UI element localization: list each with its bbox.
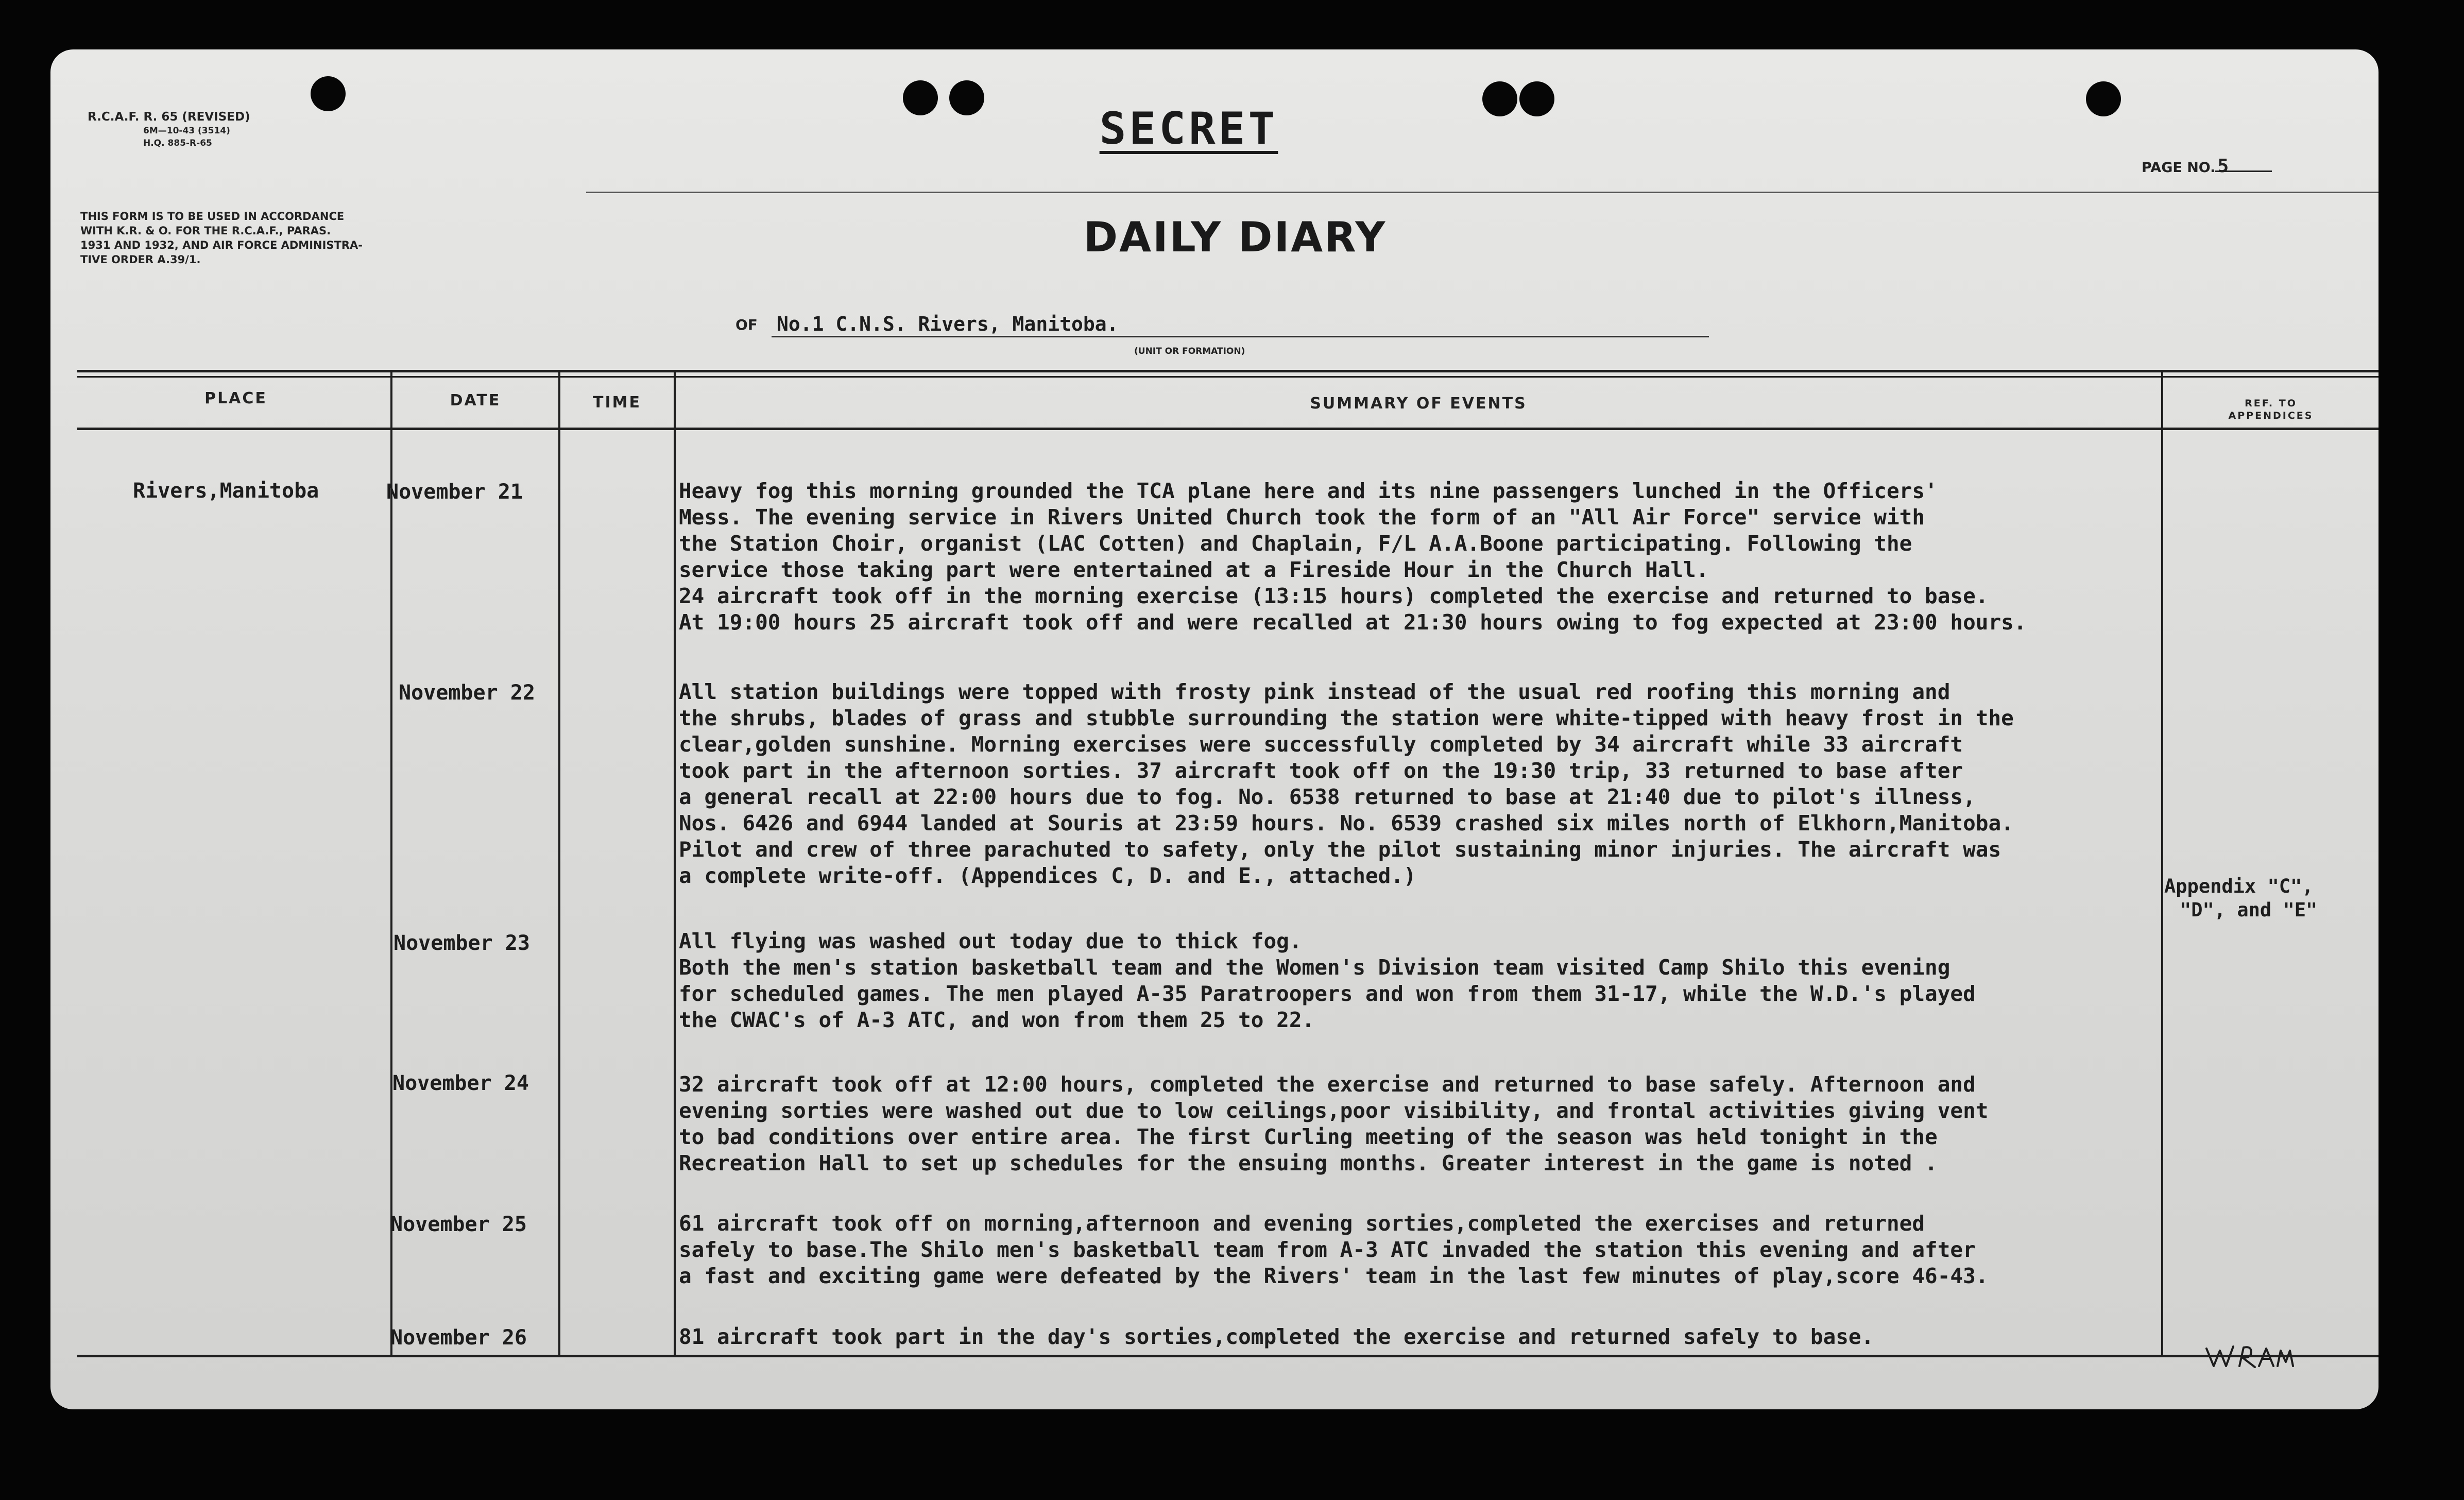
header-rule — [586, 192, 2379, 193]
form-instruction-line: THIS FORM IS TO BE USED IN ACCORDANCE — [80, 210, 345, 223]
punch-hole — [1519, 81, 1554, 116]
column-divider-place-date — [390, 371, 392, 1356]
summary-line: 32 aircraft took off at 12:00 hours, completed the exercise and returned to base safely. Afternoon and — [679, 1072, 1976, 1097]
summary-line: for scheduled games. The men played A-35 Paratroopers and won from them 31-17, while the W.D.'s played — [679, 981, 1976, 1006]
summary-line: 24 aircraft took off in the morning exercise (13:15 hours) completed the exercise and returned to base. — [679, 584, 1989, 608]
page-number: 5 — [2217, 156, 2229, 177]
punch-hole — [2086, 81, 2121, 116]
appendix-reference: Appendix "C", — [2164, 875, 2314, 897]
summary-line: All station buildings were topped with frosty pink instead of the usual red roofing this morning and — [679, 679, 1950, 704]
table-top-rule-inner — [77, 376, 2379, 378]
column-header-time: TIME — [593, 394, 641, 412]
date-cell: November 22 — [399, 681, 535, 705]
punch-hole — [1482, 81, 1517, 116]
date-cell: November 26 — [390, 1326, 527, 1350]
summary-entry — [679, 928, 2214, 1033]
summary-line: the Station Choir, organist (LAC Cotten) and Chaplain, F/L A.A.Boone participating. Following the — [679, 531, 1912, 556]
column-header-date: DATE — [450, 391, 501, 410]
summary-entry — [679, 1071, 2214, 1177]
summary-line: Pilot and crew of three parachuted to safety, only the pilot sustaining minor injuries. The aircraft was — [679, 837, 2001, 862]
summary-entry — [679, 478, 2214, 636]
date-cell: November 24 — [392, 1071, 529, 1095]
column-header-appendices: APPENDICES — [2228, 410, 2314, 421]
form-instruction-line: 1931 AND 1932, AND AIR FORCE ADMINISTRA- — [80, 239, 363, 251]
form-instruction-line: WITH K.R. & O. FOR THE R.C.A.F., PARAS. — [80, 225, 331, 237]
summary-line: service those taking part were entertained at a Fireside Hour in the Church Hall. — [679, 557, 1709, 582]
table-header-rule — [77, 428, 2379, 430]
form-instruction-line: TIVE ORDER A.39/1. — [80, 253, 201, 266]
summary-line: All flying was washed out today due to thick fog. — [679, 929, 1302, 953]
summary-line: to bad conditions over entire area. The first Curling meeting of the season was held tonight in the — [679, 1124, 1938, 1149]
classification-heading: SECRET — [1099, 103, 1278, 155]
column-divider-date-time — [558, 371, 560, 1356]
summary-line: Both the men's station basketball team and the Women's Division team visited Camp Shilo this evening — [679, 955, 1950, 980]
summary-line: 61 aircraft took off on morning,afternoon and evening sorties,completed the exercises and returned — [679, 1211, 1925, 1236]
summary-entry — [679, 679, 2214, 889]
date-cell: November 25 — [390, 1213, 527, 1236]
place-cell: Rivers,Manitoba — [133, 479, 319, 503]
table-top-rule — [77, 370, 2379, 372]
column-header-ref: REF. TO — [2245, 398, 2297, 409]
column-header-summary: SUMMARY OF EVENTS — [1310, 395, 1527, 413]
summary-line: the shrubs, blades of grass and stubble surrounding the station were white-tipped with heavy frost in the — [679, 706, 2014, 730]
form-print-code: 6M—10-43 (3514) — [143, 126, 230, 136]
summary-line: Mess. The evening service in Rivers United Church took the form of an "All Air Force" service with — [679, 505, 1925, 530]
unit-name: No.1 C.N.S. Rivers, Manitoba. — [777, 313, 1119, 335]
unit-of-label: OF — [735, 316, 758, 333]
column-divider-time-summary — [674, 371, 676, 1356]
summary-line: the CWAC's of A-3 ATC, and won from them 25 to 22. — [679, 1008, 1315, 1032]
punch-hole — [949, 80, 984, 115]
punch-hole — [311, 76, 346, 111]
column-header-place: PLACE — [204, 389, 267, 407]
unit-caption: (UNIT OR FORMATION) — [1134, 346, 1245, 356]
summary-line: Nos. 6426 and 6944 landed at Souris at 23:59 hours. No. 6539 crashed six miles north of Elkhorn,Manitoba. — [679, 811, 2014, 836]
summary-line: evening sorties were washed out due to low ceilings,poor visibility, and frontal activities giving vent — [679, 1098, 1989, 1123]
summary-line: a general recall at 22:00 hours due to fog. No. 6538 returned to base at 21:40 due to pilot's illness, — [679, 785, 1976, 809]
page-title: DAILY DIARY — [1083, 213, 1387, 261]
diary-page — [50, 49, 2379, 1409]
form-number: R.C.A.F. R. 65 (REVISED) — [88, 110, 250, 124]
summary-line: 81 aircraft took part in the day's sorties,completed the exercise and returned safely to base. — [679, 1324, 1874, 1349]
summary-line: a complete write-off. (Appendices C, D. and E., attached.) — [679, 863, 1416, 888]
date-cell: November 23 — [393, 931, 530, 955]
table-bottom-rule — [77, 1355, 2379, 1357]
appendix-reference: "D", and "E" — [2180, 899, 2318, 921]
summary-entry — [679, 1324, 2214, 1350]
punch-hole — [903, 80, 938, 115]
summary-line: clear,golden sunshine. Morning exercises were successfully completed by 34 aircraft while 33 aircraft — [679, 732, 1963, 757]
unit-underline — [772, 336, 1709, 337]
summary-line: Recreation Hall to set up schedules for the ensuing months. Greater interest in the game is noted . — [679, 1151, 1938, 1175]
date-cell: November 21 — [386, 480, 523, 504]
summary-line: took part in the afternoon sorties. 37 aircraft took off on the 19:30 trip, 33 returned to base after — [679, 758, 1963, 783]
page-number-underline — [2215, 171, 2272, 172]
summary-entry — [679, 1211, 2214, 1289]
summary-line: At 19:00 hours 25 aircraft took off and were recalled at 21:30 hours owing to fog expected at 23:00 hours. — [679, 610, 2027, 635]
summary-line: safely to base.The Shilo men's basketball team from A-3 ATC invaded the station this evening and after — [679, 1237, 1976, 1262]
page-label: PAGE NO. — [2142, 160, 2216, 176]
page-number-label — [2142, 156, 2272, 177]
summary-line: Heavy fog this morning grounded the TCA plane here and its nine passengers lunched in the Officers' — [679, 479, 1938, 503]
handwritten-initials — [2203, 1341, 2296, 1372]
form-hq-code: H.Q. 885-R-65 — [143, 138, 212, 148]
summary-line: a fast and exciting game were defeated by the Rivers' team in the last few minutes of play,score 46-43. — [679, 1264, 1989, 1288]
